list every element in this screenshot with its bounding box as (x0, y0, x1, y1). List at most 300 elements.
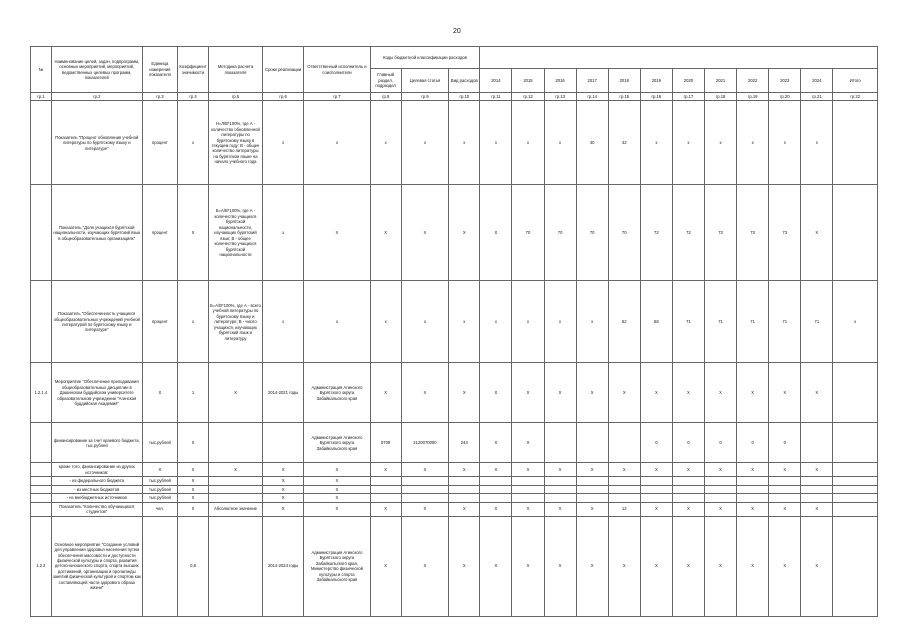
table-cell: 72 (640, 185, 672, 281)
table-cell: Х (705, 502, 737, 516)
table-cell (31, 494, 52, 502)
program-table (30, 46, 878, 617)
table-cell: Х (370, 463, 401, 477)
table-cell: Х (769, 463, 801, 477)
table-cell: Х (769, 502, 801, 516)
header-chapter: Главный раздел, подраздел (370, 69, 401, 93)
table-cell: Н=Л/В*100%, где А - количество обновленной литературы по бурятскому языку в текущем году; В - общее количество литературы на бурятском языке на начало учебного года (209, 101, 263, 185)
table-cell: 68 (640, 281, 672, 363)
table-cell (209, 423, 263, 463)
table-cell: Х (370, 185, 401, 281)
table-cell: Х (449, 502, 480, 516)
table-cell: 71 (801, 281, 833, 363)
table-cell: 1 (178, 363, 209, 423)
table-cell: Х (640, 516, 672, 616)
table-cell: Х (178, 477, 209, 485)
table-cell (833, 477, 878, 485)
table-cell: х (401, 101, 449, 185)
table-cell: Х (178, 502, 209, 516)
table-cell (576, 423, 608, 463)
header-target: Целевая статья (401, 69, 449, 93)
table-cell (31, 423, 52, 463)
table-cell (801, 423, 833, 463)
table-cell: Х (608, 463, 640, 477)
table-cell (544, 477, 576, 485)
table-cell: Х (178, 185, 209, 281)
table-cell: Х (705, 363, 737, 423)
table-cell: Мероприятие "Обеспечение преподавания общеобразовательных дисциплин в Дашинском буддийском университете образовательном учреждении "Агинская буддийская Академия" (51, 363, 142, 423)
table-cell (833, 494, 878, 502)
table-cell: Х (262, 494, 303, 502)
table-cell: 71 (705, 281, 737, 363)
table-cell: х (640, 101, 672, 185)
table-cell: Х (304, 477, 370, 485)
header-year: 2017 (576, 69, 608, 93)
table-cell (833, 485, 878, 493)
table-cell: Х (480, 516, 512, 616)
table-cell (480, 477, 512, 485)
header-num: № (31, 47, 52, 93)
table-cell (737, 477, 769, 485)
table-cell: 72 (672, 185, 704, 281)
table-cell (833, 502, 878, 516)
table-cell: х (544, 101, 576, 185)
table-cell: х (480, 101, 512, 185)
table-cell: 244 (449, 423, 480, 463)
table-cell (370, 494, 401, 502)
column-number: гр.19 (737, 93, 769, 101)
table-cell: Х (449, 463, 480, 477)
table-cell: Х (401, 502, 449, 516)
table-cell (640, 494, 672, 502)
header-year: 2024 (801, 69, 833, 93)
table-cell: Б=А/В*100%, где А - количество учащихся бурятской национальности, изучающих бурятский язык; В - общее количество учащихся бурятской национальности (209, 185, 263, 281)
table-cell: х (370, 281, 401, 363)
table-row (31, 101, 878, 185)
table-cell: Х (801, 502, 833, 516)
table-cell (480, 485, 512, 493)
table-cell: Х (480, 185, 512, 281)
table-cell: 71 (769, 281, 801, 363)
table-cell (833, 423, 878, 463)
header-unit: Единица измерения показателя (142, 47, 177, 93)
table-cell: х (370, 101, 401, 185)
table-cell: х (262, 281, 303, 363)
table-cell: Х (544, 502, 576, 516)
header-kind: Вид расходов (449, 69, 480, 93)
table-cell: 0,8 (178, 516, 209, 616)
table-cell: Х (209, 363, 263, 423)
table-cell (801, 485, 833, 493)
table-cell: тыс.рублей (142, 494, 177, 502)
table-cell: 70 (608, 185, 640, 281)
table-cell: 70 (512, 185, 544, 281)
table-cell (801, 477, 833, 485)
table-cell: чел. (142, 502, 177, 516)
table-cell: Х (672, 363, 704, 423)
table-cell: Показатель "Доля учащихся бурятской национальности, изучающих бурятский язык в общеобразовательных организациях" (51, 185, 142, 281)
column-number: гр.10 (449, 93, 480, 101)
header-total: Итого (833, 69, 878, 93)
table-cell (370, 485, 401, 493)
table-cell (401, 485, 449, 493)
table-cell: Х (576, 463, 608, 477)
header-year: 2019 (640, 69, 672, 93)
table-cell: 0 (705, 423, 737, 463)
header-resp: Ответственный исполнитель и соисполнители (304, 47, 370, 93)
table-cell: Х (576, 516, 608, 616)
table-cell: Основное мероприятие "Создание условий для управления здоровья населения путем обеспечения массовости и доступности физической культуры и спорта, развития детско-юношеского спорта, спорта высших достижений, организации и пропаганды занятий физической культурой и спортом как составляющей части здорового образа жизни" (51, 516, 142, 616)
table-cell: Х (262, 463, 303, 477)
table-cell: х (672, 101, 704, 185)
table-cell (705, 477, 737, 485)
table-cell (544, 485, 576, 493)
table-row (31, 185, 878, 281)
table-cell (576, 477, 608, 485)
table-row (31, 463, 878, 477)
table-cell: х (512, 281, 544, 363)
table-cell: Показатель "Количество обучающихся студентов" (51, 502, 142, 516)
table-cell: 70 (576, 185, 608, 281)
table-cell: Х (544, 463, 576, 477)
table-cell: - из внебюджетных источников (51, 494, 142, 502)
table-cell: Х (512, 516, 544, 616)
table-cell: Х (512, 363, 544, 423)
table-cell (401, 494, 449, 502)
table-cell: Х (178, 463, 209, 477)
header-year: 2015 (512, 69, 544, 93)
table-cell: Х (576, 363, 608, 423)
table-cell (833, 101, 878, 185)
table-cell: 73 (705, 185, 737, 281)
table-cell: Х (801, 516, 833, 616)
table-cell (512, 494, 544, 502)
table-cell (209, 516, 263, 616)
table-cell: Х (544, 363, 576, 423)
header-year: 2023 (769, 69, 801, 93)
column-number: гр.11 (480, 93, 512, 101)
header-coef: Коэффициент значимости (178, 47, 209, 93)
header-method: Методика расчета показателя (209, 47, 263, 93)
table-cell (31, 463, 52, 477)
table-cell (31, 281, 52, 363)
table-cell: х (801, 101, 833, 185)
table-cell: Х (769, 516, 801, 616)
table-cell: Х (705, 463, 737, 477)
table-cell: кроме того, финансирование из других источников: (51, 463, 142, 477)
column-number: гр.20 (769, 93, 801, 101)
table-cell: Х (512, 463, 544, 477)
header-year: 2021 (705, 69, 737, 93)
table-cell: Х (449, 185, 480, 281)
table-cell: Х (801, 185, 833, 281)
table-cell: 0 (769, 423, 801, 463)
header-year: 2022 (737, 69, 769, 93)
column-number: гр.16 (640, 93, 672, 101)
table-cell (576, 485, 608, 493)
table-cell: Показатель "Процент обновления учебной литературы по бурятскому языку и литературе" (51, 101, 142, 185)
table-cell: Х (178, 485, 209, 493)
table-row (31, 516, 878, 616)
table-cell: Х (512, 423, 544, 463)
table-cell: Х (608, 363, 640, 423)
table-cell: Х (304, 485, 370, 493)
table-cell: Х (608, 516, 640, 616)
header-year: 2016 (544, 69, 576, 93)
table-cell: 1.2.2 (31, 516, 52, 616)
table-cell: Х (401, 516, 449, 616)
table-cell: Х (737, 363, 769, 423)
table-cell: 71 (672, 281, 704, 363)
column-number: гр.1 (31, 93, 52, 101)
table-cell: х (737, 101, 769, 185)
table-cell: Х (401, 185, 449, 281)
table-cell: Администрация Агинского Бурятского округа Забайкальского края (304, 363, 370, 423)
column-number: гр.5 (209, 93, 263, 101)
table-cell: - из местных бюджетов (51, 485, 142, 493)
table-cell (833, 463, 878, 477)
table-cell: процент (142, 185, 177, 281)
table-cell: 0709 (370, 423, 401, 463)
table-cell: 62 (608, 281, 640, 363)
table-cell: Х (640, 502, 672, 516)
header-year: 2020 (672, 69, 704, 93)
table-cell: Х (304, 463, 370, 477)
table-cell: Х (480, 463, 512, 477)
table-row (31, 502, 878, 516)
table-cell: 0 (640, 423, 672, 463)
table-cell (833, 516, 878, 616)
table-cell: 0 (672, 423, 704, 463)
table-cell: Х (705, 516, 737, 616)
table-cell: 42 (608, 101, 640, 185)
table-cell: Х (401, 463, 449, 477)
table-cell: х (262, 101, 303, 185)
table-cell: тыс.рублей (142, 423, 177, 463)
table-cell: 40 (576, 101, 608, 185)
table-cell: х (705, 101, 737, 185)
table-cell (672, 485, 704, 493)
header-name: Наименование целей, задач, подпрограмм, основных мероприятий, мероприятий, ведомственных целевых программ, показателей (51, 47, 142, 93)
column-number: гр.17 (672, 93, 704, 101)
table-cell: Х (544, 516, 576, 616)
table-cell (449, 485, 480, 493)
table-cell (640, 485, 672, 493)
column-number: гр.3 (142, 93, 177, 101)
table-cell: 0 (737, 423, 769, 463)
table-cell: Х (449, 363, 480, 423)
table-cell: тыс.рублей (142, 485, 177, 493)
table-cell: х (178, 101, 209, 185)
table-cell (370, 477, 401, 485)
table-cell: х (304, 281, 370, 363)
table-cell (142, 516, 177, 616)
table-cell: Х (640, 363, 672, 423)
column-number: гр.8 (370, 93, 401, 101)
table-cell: Х (370, 516, 401, 616)
header-year: 2018 (608, 69, 640, 93)
table-cell: Х (370, 502, 401, 516)
table-cell: Х (262, 502, 303, 516)
table-cell (833, 363, 878, 423)
column-number: гр.22 (833, 93, 878, 101)
table-cell (209, 485, 263, 493)
header-year: 2014 (480, 69, 512, 93)
table-cell: Х (449, 516, 480, 616)
table-cell (769, 477, 801, 485)
table-cell (31, 502, 52, 516)
table-cell: 70 (544, 185, 576, 281)
table-cell (31, 185, 52, 281)
table-cell: х (512, 101, 544, 185)
table-cell (31, 477, 52, 485)
table-cell: Х (304, 502, 370, 516)
table-cell: 71 (737, 281, 769, 363)
table-cell: Х (480, 363, 512, 423)
table-cell: Администрация Агинского Бурятского округа Забайкальского края (304, 423, 370, 463)
column-number: гр.18 (705, 93, 737, 101)
table-cell: х (833, 281, 878, 363)
table-cell: Х (142, 463, 177, 477)
table-cell: 2014-2021 годы (262, 363, 303, 423)
table-cell: 12 (608, 502, 640, 516)
table-cell (449, 494, 480, 502)
table-cell: Х (178, 423, 209, 463)
table-cell (608, 485, 640, 493)
header-codes: Коды бюджетной классификации расходов (370, 47, 480, 69)
column-number: гр.21 (801, 93, 833, 101)
table-row (31, 423, 878, 463)
table-cell (608, 423, 640, 463)
table-cell: Х (801, 463, 833, 477)
table-cell (672, 477, 704, 485)
page-number: 20 (453, 28, 461, 35)
table-cell: х (576, 281, 608, 363)
table-cell: финансирование за счет краевого бюджета, тыс.рублей (51, 423, 142, 463)
column-number: гр.13 (544, 93, 576, 101)
table-cell: х (769, 101, 801, 185)
table-cell: Х (262, 477, 303, 485)
table-cell (608, 477, 640, 485)
table-cell: Х (142, 363, 177, 423)
table-cell (801, 494, 833, 502)
header-term: Сроки реализации (262, 47, 303, 93)
table-cell: Х (304, 494, 370, 502)
table-cell (737, 485, 769, 493)
table-cell: 73 (769, 185, 801, 281)
table-cell: Х (480, 502, 512, 516)
table-cell (672, 494, 704, 502)
table-cell: х (304, 101, 370, 185)
table-cell (449, 477, 480, 485)
table-row (31, 281, 878, 363)
table-cell (769, 485, 801, 493)
table-cell (209, 477, 263, 485)
column-number: гр.9 (401, 93, 449, 101)
column-number: гр.6 (262, 93, 303, 101)
table-cell (262, 423, 303, 463)
table-cell (31, 101, 52, 185)
table-cell: процент (142, 281, 177, 363)
table-cell (544, 423, 576, 463)
table-cell: Х (512, 502, 544, 516)
table-cell: Х (737, 516, 769, 616)
table-cell: Х (209, 463, 263, 477)
table-cell (705, 485, 737, 493)
table-cell: 2014-2024 годы (262, 516, 303, 616)
table-cell: Администрация Агинского Бурятского округа Забайкальского края, Министерство физической культуры и спорта Забайкальского края (304, 516, 370, 616)
table-cell (401, 477, 449, 485)
table-cell (512, 477, 544, 485)
table-cell: х (178, 281, 209, 363)
table-cell (769, 494, 801, 502)
table-cell: - из федерального бюджета (51, 477, 142, 485)
table-cell: х (544, 281, 576, 363)
table-cell: Х (737, 463, 769, 477)
column-number: гр.4 (178, 93, 209, 101)
column-number: гр.12 (512, 93, 544, 101)
table-cell (544, 494, 576, 502)
table-cell: 1.2.1.4 (31, 363, 52, 423)
table-cell (705, 494, 737, 502)
table-cell: х (401, 281, 449, 363)
table-cell: Х (769, 363, 801, 423)
table-cell: Х (480, 423, 512, 463)
table-cell: Б=А/В*100%, где А - всего учебной литературы по бурятскому языку и литературе; В - число учащихся, изучающих бурятский язык и литературу (209, 281, 263, 363)
table-cell: х (262, 185, 303, 281)
table-cell: 2120070000 (401, 423, 449, 463)
table-cell: Х (370, 363, 401, 423)
column-number: гр.15 (608, 93, 640, 101)
table-cell: Х (178, 494, 209, 502)
table-cell (576, 494, 608, 502)
table-cell (608, 494, 640, 502)
table-cell: Х (737, 502, 769, 516)
table-cell: Х (801, 363, 833, 423)
table-row (31, 485, 878, 493)
table-cell: х (449, 101, 480, 185)
table-row (31, 363, 878, 423)
table-cell: Абсолютное значение (209, 502, 263, 516)
table-cell: Х (672, 463, 704, 477)
table-cell: Х (672, 516, 704, 616)
table-cell: х (449, 281, 480, 363)
table-cell (833, 185, 878, 281)
table-cell (512, 485, 544, 493)
table-cell: х (480, 281, 512, 363)
table-cell (640, 477, 672, 485)
table-cell: Х (262, 485, 303, 493)
table-cell (31, 485, 52, 493)
table-cell: 73 (737, 185, 769, 281)
table-cell: Х (640, 463, 672, 477)
table-cell (737, 494, 769, 502)
column-number: гр.2 (51, 93, 142, 101)
table-cell: Х (401, 363, 449, 423)
table-cell: Показатель "Обеспеченность учащихся общеобразовательных учреждений учебной литературой по бурятскому языку и литературе" (51, 281, 142, 363)
table-cell: тыс.рублей (142, 477, 177, 485)
table-cell: Х (672, 502, 704, 516)
table-row (31, 494, 878, 502)
table-cell: Х (576, 502, 608, 516)
table-cell (209, 494, 263, 502)
column-number: гр.7 (304, 93, 370, 101)
column-number: гр.14 (576, 93, 608, 101)
table-row (31, 477, 878, 485)
table-cell: Х (304, 185, 370, 281)
table-cell: процент (142, 101, 177, 185)
table-cell (480, 494, 512, 502)
